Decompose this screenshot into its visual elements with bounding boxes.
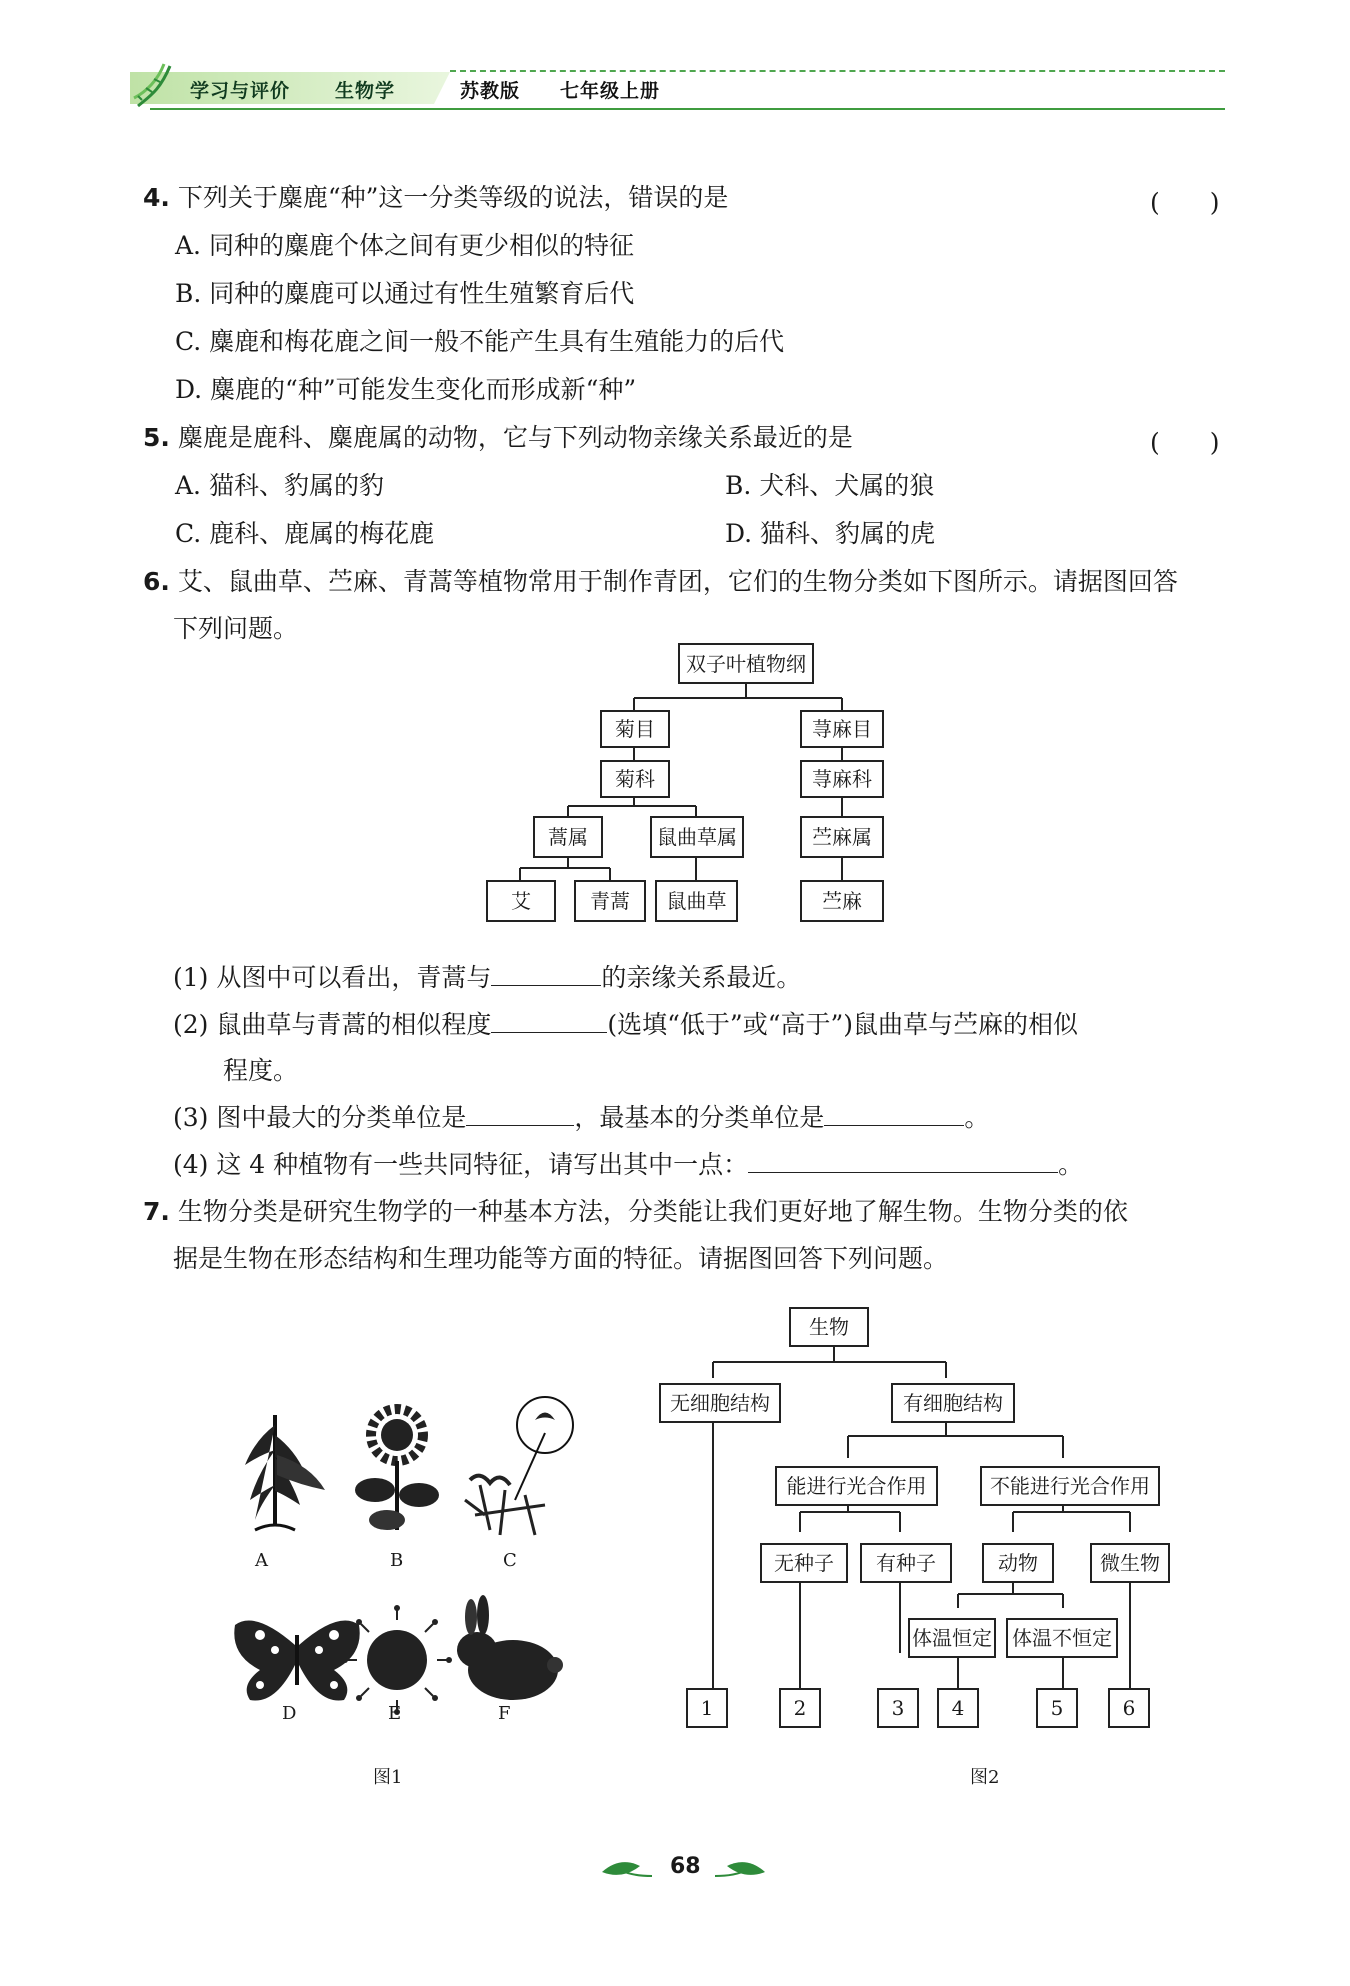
q5-number: 5. (143, 423, 170, 452)
header-dash-line (450, 70, 1225, 72)
q5-stem-text: 麋鹿是鹿科、麋鹿属的动物，它与下列动物亲缘关系最近的是 (177, 423, 853, 452)
q4-option-c: C. 麋鹿和梅花鹿之间一般不能产生具有生殖能力的后代 (175, 327, 785, 356)
q6-sub2 (173, 1010, 1078, 1040)
fig2-seed-node: 有种子 (860, 1543, 952, 1583)
q4-number: 4. (143, 183, 170, 212)
q4-stem (143, 183, 728, 213)
q6-stem-line2: 下列问题。 (173, 614, 299, 643)
header-subject: 生物学 (335, 80, 396, 102)
rabbit-icon (457, 1595, 563, 1700)
q6-stem-line1: 艾、鼠曲草、苎麻、青蒿等植物常用于制作青团，它们的生物分类如下图所示。请据图回答 (177, 567, 1178, 596)
tree-genus-node-2: 鼠曲草属 (650, 816, 744, 858)
q7-figure-1 (215, 1395, 585, 1795)
header-underline (150, 108, 1225, 110)
fig1-label-d: D (282, 1703, 297, 1724)
q6-sub1-blank[interactable] (491, 963, 601, 986)
fig2-caption: 图2 (970, 1767, 1000, 1788)
tree-order-node-2: 荨麻目 (800, 710, 884, 748)
tree-genus-node-3: 苎麻属 (800, 816, 884, 858)
leaf-right-icon (712, 1854, 767, 1882)
q6-sub2-text-b: (选填“低于”或“高于”)鼠曲草与苎麻的相似 (607, 1010, 1079, 1039)
fig1-label-c: C (503, 1550, 517, 1571)
fig2-root-node: 生物 (789, 1307, 869, 1347)
header-grade: 七年级上册 (560, 80, 661, 102)
tree-genus-node-1: 蒿属 (533, 816, 603, 858)
virus-icon (342, 1605, 452, 1715)
fig2-nophoto-node: 不能进行光合作用 (980, 1466, 1160, 1506)
tree-family-node-2: 荨麻科 (800, 760, 884, 798)
q6-sub4 (173, 1150, 1083, 1180)
fig1-label-e: E (388, 1703, 402, 1724)
tree-order-node-1: 菊目 (600, 710, 670, 748)
fig2-cell-node: 有细胞结构 (891, 1383, 1015, 1423)
fig2-no-cell-node: 无细胞结构 (659, 1383, 781, 1423)
q5-option-c: C. 鹿科、鹿属的梅花鹿 (175, 519, 435, 548)
q5-option-a: A. 猫科、豹属的豹 (175, 471, 384, 500)
header-book: 学习与评价 (190, 80, 291, 102)
fig2-leaf-4: 4 (937, 1688, 979, 1728)
tree-species-node-1: 艾 (486, 880, 556, 922)
fig2-photo-node: 能进行光合作用 (775, 1466, 938, 1506)
q6-sub3-blank-2[interactable] (824, 1103, 964, 1126)
q6-sub1-text-a: (1) 从图中可以看出，青蒿与 (173, 963, 492, 992)
q4-stem-text: 下列关于麋鹿“种”这一分类等级的说法，错误的是 (177, 183, 729, 212)
organism-pictures (215, 1395, 585, 1795)
fig2-notconstant-node: 体温不恒定 (1006, 1618, 1118, 1658)
q6-sub3-text-b: ，最基本的分类单位是 (574, 1103, 825, 1132)
tree-species-node-3: 鼠曲草 (655, 880, 738, 922)
q6-sub1 (173, 963, 801, 993)
q6-sub2-blank[interactable] (491, 1010, 607, 1033)
moss-icon (465, 1397, 573, 1535)
dna-icon (130, 62, 180, 112)
q4-option-a: A. 同种的麋鹿个体之间有更少相似的特征 (175, 231, 634, 260)
fig2-animal-node: 动物 (982, 1543, 1054, 1583)
page-number: 68 (670, 1854, 701, 1879)
q6-sub3-text-a: (3) 图中最大的分类单位是 (173, 1103, 467, 1132)
q4-option-d: D. 麋鹿的“种”可能发生变化而形成新“种” (175, 375, 637, 404)
q7-stem-line2: 据是生物在形态结构和生理功能等方面的特征。请据图回答下列问题。 (173, 1244, 949, 1273)
fig2-leaf-1: 1 (686, 1688, 728, 1728)
page-header (130, 62, 1225, 112)
q5-answer-paren: ( ) (1150, 428, 1220, 457)
q4-answer-paren: ( ) (1150, 188, 1220, 217)
fern-icon (245, 1415, 325, 1530)
tree-species-node-2: 青蒿 (574, 880, 646, 922)
q5-option-b: B. 犬科、犬属的狼 (725, 471, 935, 500)
fig2-leaf-6: 6 (1108, 1688, 1150, 1728)
sunflower-icon (355, 1409, 439, 1530)
q6-sub2-text-a: (2) 鼠曲草与青蒿的相似程度 (173, 1010, 492, 1039)
q7-stem-line1: 生物分类是研究生物学的一种基本方法，分类能让我们更好地了解生物。生物分类的依 (177, 1197, 1128, 1226)
fig2-noseed-node: 无种子 (760, 1543, 848, 1583)
header-edition: 苏教版 (460, 80, 521, 102)
fig1-caption: 图1 (373, 1767, 403, 1788)
fig2-leaf-3: 3 (877, 1688, 919, 1728)
fig1-label-f: F (498, 1703, 511, 1724)
tree-family-node-1: 菊科 (600, 760, 670, 798)
q7-number: 7. (143, 1197, 170, 1226)
q6-number: 6. (143, 567, 170, 596)
q6-sub3-blank-1[interactable] (466, 1103, 574, 1126)
fig1-label-a: A (255, 1550, 268, 1571)
fig2-microbe-node: 微生物 (1090, 1543, 1170, 1583)
fig1-label-b: B (390, 1550, 404, 1571)
q6-sub4-text-a: (4) 这 4 种植物有一些共同特征，请写出其中一点： (173, 1150, 749, 1179)
fig2-constant-node: 体温恒定 (908, 1618, 996, 1658)
fig2-leaf-5: 5 (1036, 1688, 1078, 1728)
q7-stem (143, 1197, 1128, 1227)
q6-sub4-blank[interactable] (748, 1150, 1058, 1173)
q5-option-d: D. 猫科、豹属的虎 (725, 519, 936, 548)
q6-sub3 (173, 1103, 989, 1133)
tree-class-node: 双子叶植物纲 (678, 643, 814, 684)
q6-sub3-text-c: 。 (964, 1103, 990, 1132)
q4-option-b: B. 同种的麋鹿可以通过有性生殖繁育后代 (175, 279, 635, 308)
q6-sub1-text-b: 的亲缘关系最近。 (601, 963, 802, 992)
q6-sub2-cont: 程度。 (223, 1056, 299, 1085)
page-footer (600, 1850, 770, 1886)
fig2-leaf-2: 2 (779, 1688, 821, 1728)
tree-species-node-4: 苎麻 (800, 880, 884, 922)
leaf-left-icon (600, 1854, 655, 1882)
q6-stem (143, 567, 1178, 597)
butterfly-icon (234, 1621, 359, 1701)
q5-stem (143, 423, 853, 453)
q6-sub4-text-b: 。 (1058, 1150, 1084, 1179)
